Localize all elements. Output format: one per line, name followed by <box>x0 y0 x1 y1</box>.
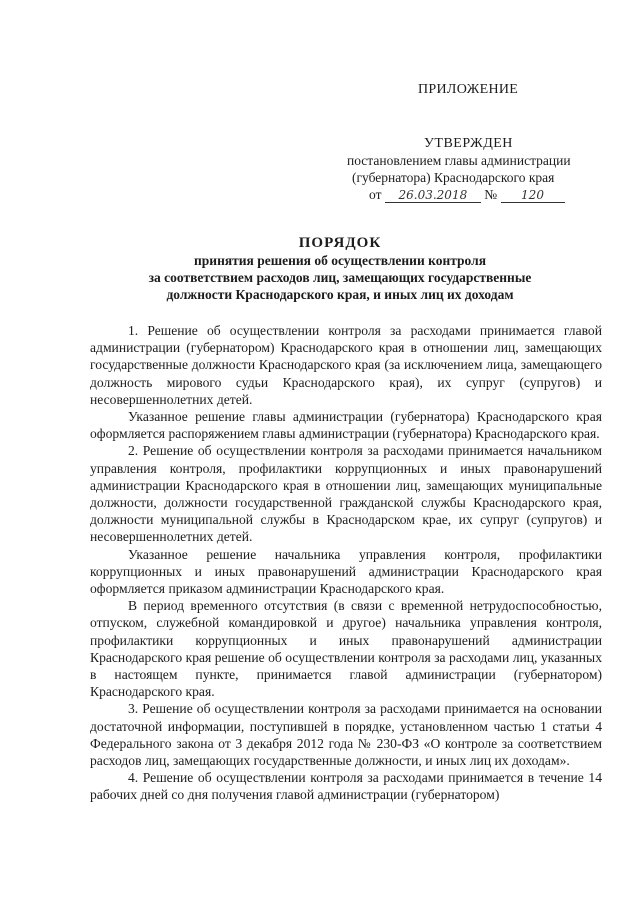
approved-label: УТВЕРЖДЕН <box>424 136 513 151</box>
document-body <box>90 322 602 804</box>
paragraph: 4. Решение об осуществлении контроля за расходами принимается в течение 14 рабочих дней со дня получения главой администрации (губернатором) <box>90 770 602 803</box>
number-prefix: № <box>484 187 498 202</box>
document-subtitle-line-2: за соответствием расходов лиц, замещающих государственные <box>148 270 532 285</box>
paragraph: 3. Решение об осуществлении контроля за расходами принимается на основании достаточной информации, поступившей в порядке, установленном частью 1 статьи 4 Федерального закона от 3 декабря 2012 года № 230-ФЗ «О контроле за соответствием расходов лиц, замещающих государственные должности, и иных лиц их доходам». <box>90 701 602 769</box>
handwritten-number: 120 <box>501 188 565 203</box>
handwritten-date: 26.03.2018 <box>385 188 481 203</box>
paragraph: Указанное решение начальника управления контроля, профилактики коррупционных и иных правонарушений администрации Краснодарского края оформляется приказом администрации Краснодарского края. <box>90 546 602 597</box>
approved-line-2: (губернатора) Краснодарского края <box>352 170 555 185</box>
document-title: ПОРЯДОК <box>298 235 382 251</box>
date-prefix: от <box>369 187 382 202</box>
paragraph: 2. Решение об осуществлении контроля за расходами принимается начальником управления контроля, профилактики коррупционных и иных правонарушений администрации Краснодарского края в отношении лиц, замещающих муниципальные должности, должности государственной гражданской службы Краснодарского края, должности муниципальной службы в Краснодарском крае, их супруг (супругов) и несовершеннолетних детей. <box>90 443 602 545</box>
approval-date-number-line <box>369 187 565 203</box>
appendix-label: ПРИЛОЖЕНИЕ <box>418 82 519 97</box>
paragraph: 1. Решение об осуществлении контроля за расходами принимается главой администрации (губернатором) Краснодарского края в отношении лиц, замещающих государственные должности Краснодарского края (за исключением лица, замещающего должность мирового судьи Краснодарского края), их супруг (супругов) и несовершеннолетних детей. <box>90 323 602 407</box>
approved-line-1: постановлением главы администрации <box>347 153 571 168</box>
document-subtitle-line-3: должности Краснодарского края, и иных лиц их доходам <box>166 287 514 302</box>
paragraph: В период временного отсутствия (в связи с временной нетрудоспособностью, отпуском, служебной командировкой и другое) начальника управления контроля, профилактики коррупционных и иных правонарушений администрации Краснодарского края решение об осуществлении контроля за расходами лиц, указанных в настоящем пункте, принимается главой администрации (губернатором) Краснодарского края. <box>90 598 602 700</box>
document-subtitle-line-1: принятия решения об осуществлении контроля <box>194 253 486 268</box>
paragraph: Указанное решение главы администрации (губернатора) Краснодарского края оформляется распоряжением главы администрации (губернатора) Краснодарского края. <box>90 409 602 442</box>
